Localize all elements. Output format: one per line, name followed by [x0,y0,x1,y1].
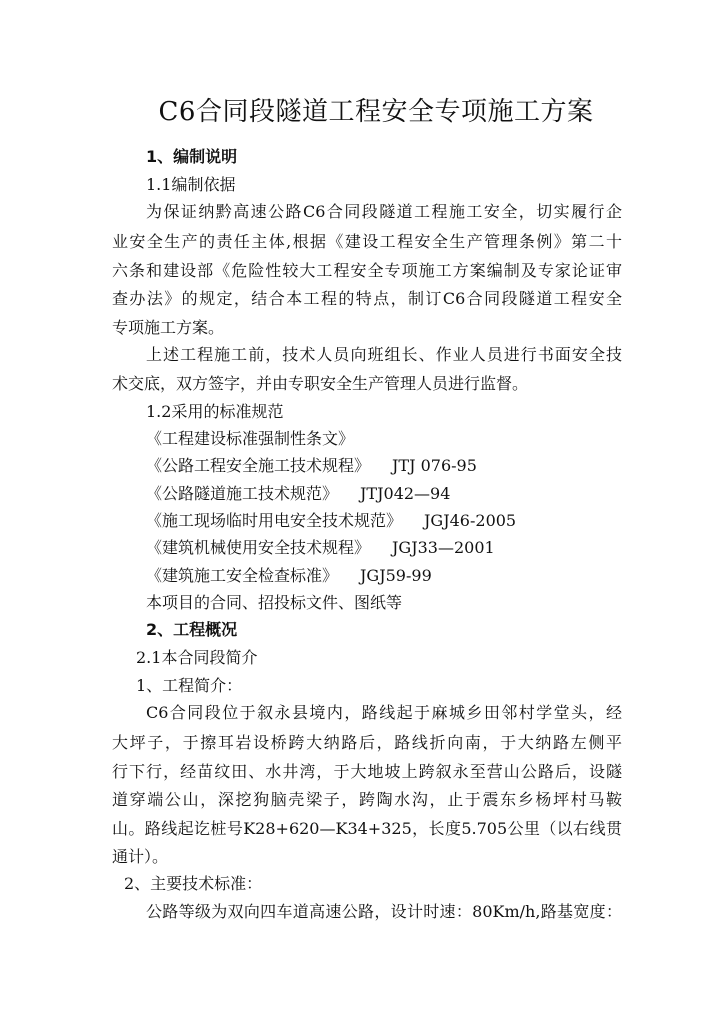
list-item-heading: 2、主要技术标准： [124,874,263,893]
document-title: C6合同段隧道工程安全专项施工方案 [158,97,594,127]
standard-name: 《建筑机械使用安全技术规程》 [146,538,371,557]
paragraph-line: 上述工程施工前，技术人员向班组长、作业人员进行书面安全技 [146,345,622,364]
standard-item [146,538,656,558]
standard-item [146,484,656,504]
standard-name: 《施工现场临时用电安全技术规范》 [146,511,403,530]
standard-code: JTJ042—94 [360,484,451,503]
paragraph-line: 公路等级为双向四车道高速公路，设计时速：80Km/h,路基宽度： [146,902,622,921]
paragraph-line: 六条和建设部《危险性较大工程安全专项施工方案编制及专家论证审 [112,261,622,280]
standard-item [146,511,656,531]
paragraph-line: C6合同段位于叙永县境内，路线起于麻城乡田邻村学堂头，经 [146,703,622,722]
subsection-2-1-heading: 2.1本合同段简介 [136,648,258,667]
paragraph-line: 为保证纳黔高速公路C6合同段隧道工程施工安全，切实履行企 [146,202,622,221]
list-item-heading: 1、工程简介： [136,676,243,695]
subsection-1-2-heading: 1.2采用的标准规范 [146,402,284,421]
paragraph-line: 本项目的合同、招投标文件、图纸等 [146,593,403,612]
standard-code: JTJ 076-95 [392,456,477,475]
paragraph-line: 大坪子，于擦耳岩设桥跨大纳路后，路线折向南，于大纳路左侧平 [112,733,622,752]
paragraph-line: 查办法》的规定，结合本工程的特点，制订C6合同段隧道工程安全 [112,289,622,308]
standard-name: 《工程建设标准强制性条文》 [146,429,355,448]
section-2-heading: 2、工程概况 [146,620,238,639]
standard-name: 《公路工程安全施工技术规程》 [146,456,371,475]
paragraph-line: 专项施工方案。 [112,318,225,337]
standard-name: 《建筑施工安全检查标准》 [146,566,339,585]
standard-code: JGJ59-99 [360,566,432,585]
paragraph-line: 山。路线起讫桩号K28+620—K34+325，长度5.705公里（以右线贯 [112,819,622,838]
standard-code: JGJ33—2001 [392,538,495,557]
paragraph-line: 通计）。 [112,847,169,866]
subsection-1-1-heading: 1.1编制依据 [146,175,236,194]
standard-code: JGJ46-2005 [424,511,517,530]
standard-name: 《公路隧道施工技术规范》 [146,484,339,503]
paragraph-line: 业安全生产的责任主体,根据《建设工程安全生产管理条例》第二十 [112,232,622,251]
standard-item [146,429,656,449]
standard-item [146,456,656,476]
standard-item [146,566,656,586]
paragraph-line: 行下行，经苗纹田、水井湾，于大地坡上跨叙永至营山公路后，设隧 [112,762,622,781]
paragraph-line: 道穿端公山，深挖狗脑壳梁子，跨陶水沟，止于震东乡杨坪村马鞍 [112,790,622,809]
section-1-heading: 1、编制说明 [146,147,238,166]
paragraph-line: 术交底，双方签字，并由专职安全生产管理人员进行监督。 [112,374,529,393]
